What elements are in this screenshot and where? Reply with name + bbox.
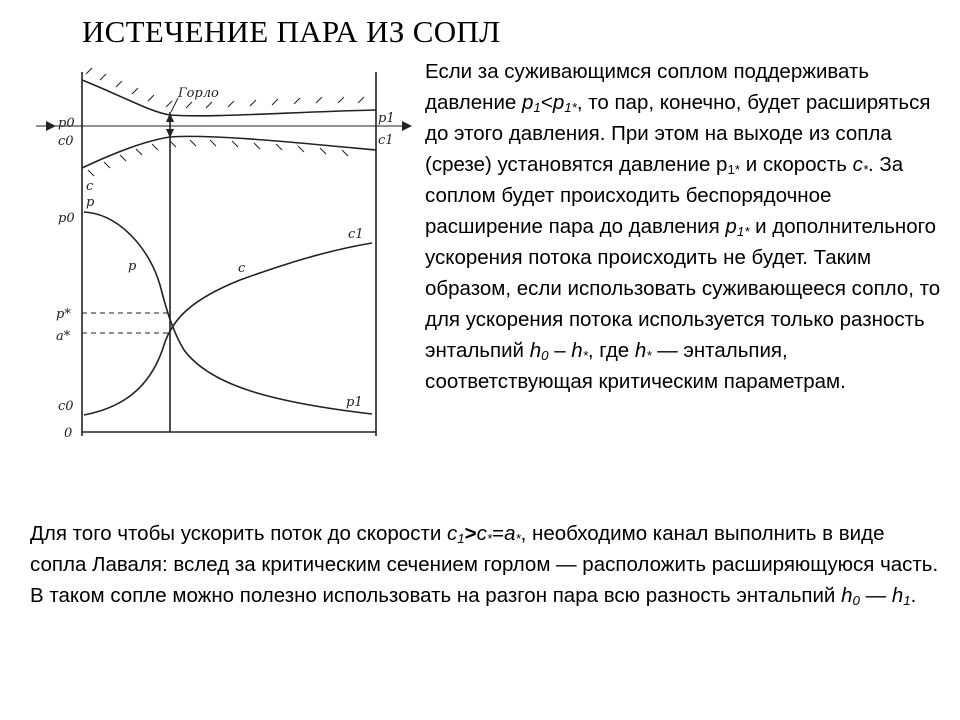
label-c-axis: c	[86, 179, 94, 194]
label-c0-top: c0	[58, 134, 74, 149]
label-p0-left: p0	[58, 211, 75, 226]
nozzle-diagram	[0, 0, 420, 450]
label-c0-left: c0	[58, 399, 74, 414]
nozzle-lower-wall	[82, 136, 376, 168]
right-paragraph: Если за суживающимся соплом поддерживать давление $p_1<p_{1*}$, то пар, конечно, будет расширяться до этого давления. При этом на выходе из сопла (срезе) установятся давление $p_{1*}$ и скорость $c_*$. За соплом будет происходить беспорядочное расширение пара до давления $p_{1*}$ и дополнительного ускорения потока происходить не будет. Таким образом, если использовать суживающееся сопло, то для ускорения потока используется только разность энтальпий $h_0 - h_*$, где $h_*$ — энтальпия, соответствующая критическим параметрам.	[425, 60, 941, 393]
outflow-arrow	[402, 121, 412, 131]
label-p-curve: p	[128, 259, 137, 274]
label-zero: 0	[64, 426, 73, 441]
page-title: ИСТЕЧЕНИЕ ПАРА ИЗ СОПЛ	[82, 14, 501, 49]
label-gorlo: Горло	[178, 86, 219, 101]
bottom-paragraph: Для того чтобы ускорить поток до скорости $c_1>c_*=a_*$, необходимо канал выполнить в виде сопла Лаваля: вслед за критическим сечением горлом — расположить расширяющуюся часть. В таком сопле можно полезно использовать на разгон пара всю разность энтальпий $h_0$ — $h_1$.	[30, 522, 939, 608]
throat-pointer	[171, 98, 178, 112]
nozzle-upper-hatch	[86, 68, 364, 108]
nozzle-upper-wall	[82, 80, 376, 116]
nozzle-lower-hatch	[88, 140, 348, 176]
label-c-curve: c	[238, 261, 246, 276]
label-p1-right: p1	[346, 395, 363, 410]
label-a-star: a*	[56, 329, 71, 344]
inflow-arrow	[46, 121, 56, 131]
label-c1-right: c1	[348, 227, 364, 242]
label-p0-top: p0	[58, 116, 75, 131]
label-p-star: p*	[56, 307, 71, 322]
label-p1-top: p1	[378, 111, 395, 126]
label-p-axis: p	[86, 195, 95, 210]
label-c1-top: c1	[378, 133, 394, 148]
